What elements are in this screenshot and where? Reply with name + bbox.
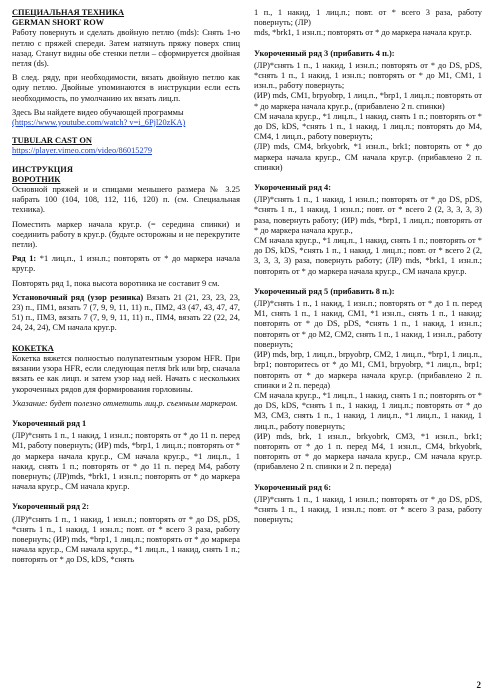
short-row-2-heading: Укороченный ряд 2: — [12, 502, 90, 512]
heading-instruction: ИНСТРУКЦИЯ — [12, 164, 73, 174]
short-row-6-text: (ЛР)*снять 1 п., 1 накид, 1 изн.п.; повторять от * до DS, pDS, *снять 1 п., 1 накид, 1 изн.п.; повт. от * всего 3 раза, работу повернуть; — [254, 494, 482, 525]
paragraph-note: Указание: будет полезно отметить лиц.р. съемным маркером. — [12, 398, 238, 408]
short-row-4-text-2: СМ начала круг.р., *1 лиц.п., 1 накид, снять 1 п.; повторять от * до DS, kDS, *снять 1 п., 1 накид, 1 лиц.п.; повт. от * всего 2 (2, 3, 3, 3, 3) раза, повернуть работу; (ЛР) mds, *brk1, 1 изн.п.; повторять от * до маркера начала круг.р., СМ начала круг.р. — [254, 236, 482, 276]
short-row-3-heading: Укороченный ряд 3 (прибавить 4 п.): — [254, 48, 395, 58]
heading-german-short-row: GERMAN SHORT ROW — [12, 18, 105, 28]
short-row-5-text-4: (ИР) mds, brk, 1 изн.п., brkyobrk, СМ3, *1 изн.п., brk1; повторять от * до 1 п. перед М4, 1 изн.п., СМ4, brkyobrk, повторять от * до маркера начала круг.р., СМ начала круг.р. (прибавлено 2 п. спинки и 2 п. переда) — [254, 431, 482, 472]
paragraph-repeat: Повторять ряд 1, пока высота воротника не составит 9 см. — [12, 278, 220, 288]
continued-text-1: 1 п., 1 накид, 1 лиц.п.; повт. от * всего 3 раза, работу повернуть; (ЛР) — [254, 8, 482, 28]
short-row-3-text-3: СМ начала круг.р., *1 лиц.п., 1 накид, снять 1 п.; повторять от * до DS, kDS, *снять 1 п., 1 накид, 1 лиц.п.; повторять до М4, СМ4, 1 лиц.п., работу повернуть; — [254, 111, 482, 142]
short-row-3-text-1: (ЛР)*снять 1 п., 1 накид, 1 изн.п.; повторять от * до DS, pDS, *снять 1 п., 1 накид, 1 изн.п.; повторять от * до М1, СМ1, 1 изн.п., работу повернуть; — [254, 60, 482, 91]
short-row-4-heading: Укороченный ряд 4: — [254, 183, 332, 193]
vimeo-link[interactable]: https://player.vimeo.com/video/86015279 — [12, 146, 153, 156]
short-row-3-text-4: (ЛР) mds, СМ4, brkyobrk, *1 изн.п., brk1; повторять от * до маркера начала круг.р., СМ начала круг.р. (прибавлено 2 п. спинки) — [254, 142, 482, 172]
setup-row-text: Вязать 21 (21, 23, 23, 23, 23) п., ПМ1, вязать 7 (7, 9, 9, 11, 11) п., ПМ2, 43 (47, 43, 47, 47, 51) п., ПМ3, вязать 7 (7, 9, 9, 11, 11) п., ПМ4, вязать 22 (22, 24, 24, 24, 24), СМ начала круг.р. — [12, 292, 240, 333]
heading-special-technique: СПЕЦИАЛЬНАЯ ТЕХНИКА — [12, 8, 125, 17]
short-row-5-heading: Укороченный ряд 5 (прибавить 8 п.): — [254, 286, 395, 296]
heading-collar: ВОРОТНИК — [12, 174, 61, 184]
short-row-3-text-2: (ИР) mds, СМ1, brpyobrp, 1 лиц.п., *brp1, 1 лиц.п.; повторять от * до маркера начала круг.р., (прибавлено 2 п. спинки) — [254, 91, 482, 111]
paragraph-ds-next-row: В след. ряду, при необходимости, вязать двойную петлю как одну петлю. Двойные упоминаются в инструкции если есть необходимость, по умолчанию их вязать лиц.п. — [12, 73, 240, 103]
continued-text-2: mds, *brk1, 1 изн.п.; повторять от * до маркера начала круг.р. — [254, 28, 472, 38]
video-text: Здесь Вы найдете видео обучающей программы — [12, 107, 184, 117]
page-number: 2 — [476, 680, 481, 690]
paragraph-mds: Работу повернуть и сделать двойную петлю (mds): Снять 1-ю петлю с пряжей спереди. Затем натянуть пряжу поверх спиц назад. Станут видны обе стенки петли – сформируется двойная петля (ds). — [12, 28, 240, 69]
right-column — [254, 8, 482, 570]
paragraph-row1 — [12, 254, 240, 274]
paragraph-video — [12, 108, 240, 128]
heading-tubular-cast-on: TUBULAR CAST ON — [12, 136, 92, 146]
left-column — [12, 8, 240, 570]
paragraph-yoke: Кокетка вяжется полностью полупатентным узором HFR. При вязании узора HFR, если следующая петля brk или brp, сначала вязать ее как лицп. и затем узор над ней. Начать с нескольких укороченных рядов для формирования горловины. — [12, 353, 240, 394]
short-row-5-text-3: СМ начала круг.р., *1 лиц.п., 1 накид, снять 1 п.; повторять от * до DS, kDS, *снять 1 п., 1 накид, 1 лиц.п.; повторять от * до М3, СМ3, снять 1 п., 1 накид, 1 лиц.п., *1 лиц.п., 1 накид, 1 лиц.п., работу повернуть; — [254, 390, 482, 431]
setup-row-label: Установочный ряд (узор резинка) — [12, 292, 144, 302]
short-row-2-text: (ЛР)*снять 1 п., 1 накид, 1 изн.п.; повторять от * до DS, pDS, *снять 1 п., 1 накид, 1 изн.п.; повт. от * всего 3 раза, работу повернуть; (ИР) mds, *brp1, 1 лиц.п.; повторять от * до маркера начала круг.р., СМ начала круг.р., *1 лиц.п., 1 накид, снять 1 п.; повторять от * до DS, kDS, *снять — [12, 514, 240, 565]
heading-yoke: КОКЕТКА — [12, 343, 54, 353]
paragraph-cast-on: Основной пряжей и и спицами меньшего размера № 3.25 набрать 100 (104, 108, 112, 116, 120) п. (см. Специальная техника). — [12, 185, 240, 215]
short-row-5-text-1: (ЛР)*снять 1 п., 1 накид, 1 изн.п.; повторять от * до 1 п. перед М1, снять 1 п., 1 накид, СМ1, *1 изн.п., снять 1 п., 1 накид; повторять от * до DS, pDS, *снять 1 п., 1 накид, 1 изн.п.; повторять от * до М2, СМ2, снять 1 п., 1 накид, 1 изн.п., работу повернуть; — [254, 299, 482, 349]
short-row-6-heading: Укороченный ряд 6: — [254, 482, 332, 492]
row1-text: *1 лиц.п., 1 изн.п.; повторять от * до маркера начала круг.р. — [12, 254, 240, 274]
paragraph-setup-row — [12, 293, 240, 334]
paragraph-marker: Поместить маркер начала круг.р. (= середина спинки) и соединить работу в круг.р. (будьте осторожны и не перекрутите петли). — [12, 219, 240, 250]
row1-label: Ряд 1: — [12, 254, 37, 264]
columns — [12, 8, 485, 570]
youtube-link[interactable]: (https://www.youtube.com/watch? v=i_6Pjl20zKA) — [12, 118, 186, 128]
short-row-4-text-1: (ЛР)*снять 1 п., 1 накид, 1 изн.п.; повторять от * до DS, pDS, *снять 1 п., 1 накид, 1 изн.п.; повт. от * всего 2 (2, 3, 3, 3, 3) раза, повернуть работу; (ИР) mds, *brp1, 1 лиц.п.; повторять от * до маркера начала круг.р., — [254, 195, 482, 235]
short-row-1-heading: Укороченный ряд 1 — [12, 418, 87, 428]
paragraph-vimeo — [12, 146, 240, 156]
short-row-5-text-2: (ИР) mds, brp, 1 лиц.п., brpyobrp, СМ2, 1 лиц.п., *brp1, 1 лиц.п., brp1; повторитесь от * до М1, СМ1, brpyobrp, *1 лиц.п., brp1; повторять от * до маркера начала круг.р. (прибавлено 2 п. спинки и 2 п. переда) — [254, 350, 482, 390]
short-row-1-text: (ЛР)*снять 1 п., 1 накид, 1 изн.п.; повторять от * до 11 п. перед М1, работу повернуть; (ИР) mds, *brp1, 1 лиц.п.; повторять от * до маркера начала круг.р., СМ начала круг.р., *1 лиц.п., 1 накид, снять 1 п.; повторять от * до 11 п. перед М4, работу повернуть; (ЛР)mds, *brk1, 1 изн.п.; повторять от * до маркера начала круг.р., СМ начала круг.р. — [12, 431, 240, 492]
